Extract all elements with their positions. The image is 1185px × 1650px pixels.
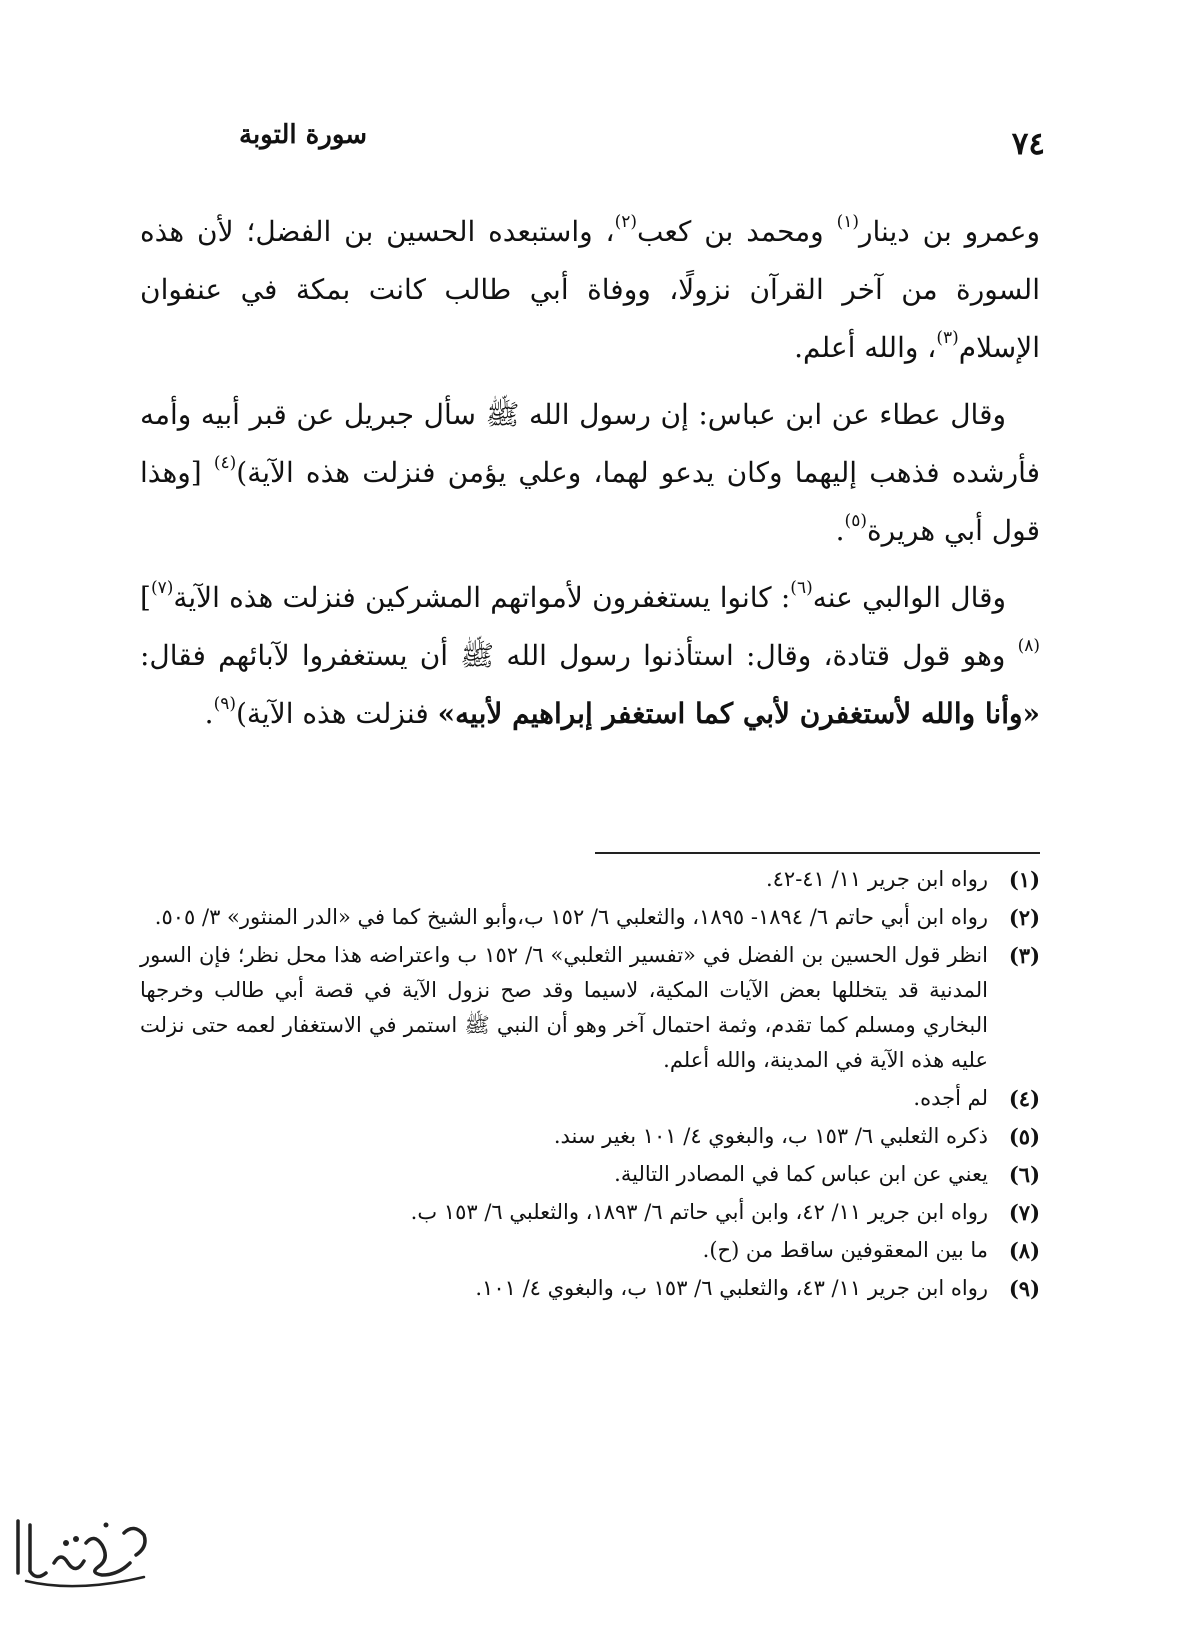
footnote-number: (٧)	[1008, 1200, 1040, 1225]
footnote-item	[140, 1157, 1040, 1192]
footnote-text: رواه ابن جرير ١١/ ٤١-٤٢.	[765, 867, 988, 891]
footnote-text: ما بين المعقوفين ساقط من (ح).	[702, 1238, 988, 1262]
text-run: ومحمد بن كعب	[637, 215, 837, 248]
footnote-ref: (٢)	[614, 212, 638, 232]
footnote-text: رواه ابن جرير ١١/ ٤٢، وابن أبي حاتم ٦/ ١٨٩٣، والثعلبي ٦/ ١٥٣ ب.	[410, 1200, 988, 1224]
text-run: وهو قول قتادة، وقال: استأذنوا رسول الله ﷺ أن يستغفروا لآبائهم فقال:	[140, 639, 1018, 672]
footnote-ref: (٩)	[213, 694, 236, 714]
footnote-ref: (٤)	[213, 453, 237, 473]
text-run: [وهذا قول أبي هريرة	[140, 456, 1040, 547]
footnote-number: (٥)	[1008, 1124, 1040, 1149]
footnote-item	[140, 1195, 1040, 1230]
text-run: فنزلت هذه الآية)	[236, 697, 438, 730]
running-title: سورة التوبة	[239, 120, 368, 150]
paragraph	[140, 203, 1040, 377]
footnote-ref: (٧)	[150, 578, 174, 598]
footnote-ref: (٣)	[936, 328, 959, 348]
footnote-number: (٢)	[1008, 905, 1040, 930]
text-run: ]	[140, 581, 151, 614]
text-run: وقال عطاء عن ابن عباس: إن رسول الله ﷺ سأل جبريل عن قبر أبيه وأمه فأرشده فذهب إليهما وكان يدعو لهما، وعلي يؤمن فنزلت هذه الآية)	[140, 398, 1041, 489]
text-run: وقال الوالبي عنه	[812, 581, 1007, 614]
text-run: : كانوا يستغفرون لأمواتهم المشركين فنزلت هذه الآية	[173, 581, 791, 614]
page-number: ٧٤	[1011, 126, 1045, 162]
footnote-text: رواه ابن جرير ١١/ ٤٣، والثعلبي ٦/ ١٥٣ ب، والبغوي ٤/ ١٠١.	[475, 1276, 988, 1300]
paragraph	[140, 386, 1040, 560]
footnote-text: يعني عن ابن عباس كما في المصادر التالية.	[614, 1162, 988, 1186]
footnote-ref: (٦)	[790, 578, 813, 598]
footnote-separator	[595, 852, 1040, 854]
footnote-item	[140, 1233, 1040, 1268]
calligraphy-logo-icon	[6, 1503, 156, 1598]
footnote-text: رواه ابن أبي حاتم ٦/ ١٨٩٤- ١٨٩٥، والثعلبي ٦/ ١٥٢ ب،وأبو الشيخ كما في «الدر المنثور» ٣/ ٥٠٥.	[154, 905, 988, 929]
footnote-ref: (٨)	[1017, 636, 1040, 656]
footnote-number: (٦)	[1008, 1162, 1040, 1187]
footnote-item	[140, 938, 1040, 1078]
footnote-number: (١)	[1008, 867, 1040, 892]
footnote-number: (٩)	[1008, 1276, 1040, 1301]
footnote-item	[140, 900, 1040, 935]
footnote-text: انظر قول الحسين بن الفضل في «تفسير الثعلبي» ٦/ ١٥٢ ب واعتراضه هذا محل نظر؛ فإن السور المدنية قد يتخللها بعض الآيات المكية، لاسيما وقد صح نزول الآية في قصة أبي طالب وخرجها البخاري ومسلم كما تقدم، وثمة احتمال آخر وهو أن النبي ﷺ استمر في الاستغفار لعمه حتى نزلت عليه هذه الآية في المدينة، والله أعلم.	[140, 943, 988, 1072]
text-run: .	[835, 514, 845, 547]
footnote-text: لم أجده.	[913, 1086, 988, 1110]
text-run: وعمرو بن دينار	[858, 215, 1040, 248]
text-run: ، والله أعلم.	[794, 331, 937, 364]
footnote-item	[140, 1119, 1040, 1154]
logo-graphic	[6, 1503, 156, 1598]
footnotes	[140, 862, 1040, 1309]
footnote-item	[140, 1081, 1040, 1116]
footnote-item	[140, 1271, 1040, 1306]
main-text	[140, 203, 1040, 752]
footnote-number: (٤)	[1008, 1086, 1040, 1111]
footnote-ref: (١)	[836, 212, 859, 232]
footnote-item	[140, 862, 1040, 897]
page-header	[185, 118, 1045, 168]
hadith-quote: «وأنا والله لأستغفرن لأبي كما استغفر إبراهيم لأبيه»	[437, 697, 1040, 730]
footnote-number: (٣)	[1008, 943, 1040, 968]
footnote-number: (٨)	[1008, 1238, 1040, 1263]
text-run: ، واستبعده الحسين بن الفضل؛ لأن هذه السورة من آخر القرآن نزولًا، ووفاة أبي طالب كانت بمكة في عنفوان الإسلام	[140, 215, 1040, 364]
paragraph	[140, 569, 1040, 743]
text-run: .	[204, 697, 214, 730]
footnote-text: ذكره الثعلبي ٦/ ١٥٣ ب، والبغوي ٤/ ١٠١ بغير سند.	[553, 1124, 988, 1148]
footnote-ref: (٥)	[844, 511, 867, 531]
